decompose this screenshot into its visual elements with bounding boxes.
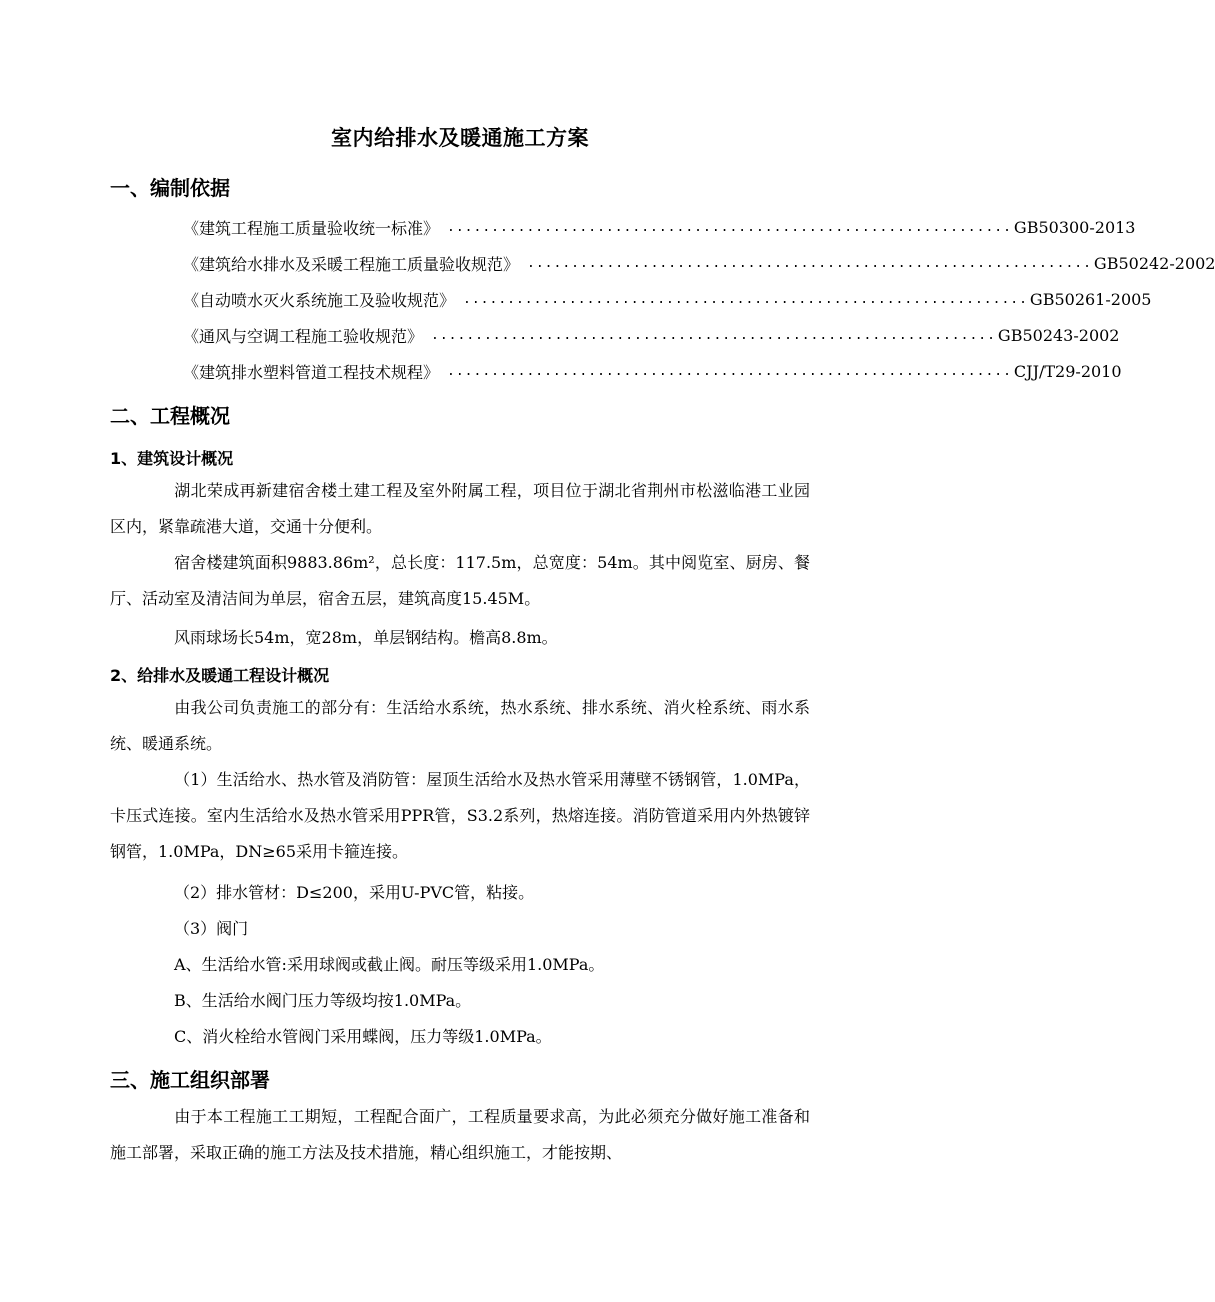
leader-dots: ................................................................ (447, 219, 1012, 235)
paragraph-court: 风雨球场长54m，宽28m，单层钢结构。檐高8.8m。 (174, 628, 558, 647)
subsection-heading-building: 1、建筑设计概况 (110, 449, 234, 468)
paragraph-text: 由我公司负责施工的部分有：生活给水系统，热水系统、排水系统、消火栓系统、雨水系统、暖通系统。 (110, 698, 810, 753)
paragraph-scope (110, 690, 810, 762)
leader-dots: ................................................................ (527, 255, 1092, 271)
paragraph-text: （1）生活给水、热水管及消防管：屋顶生活给水及热水管采用薄壁不锈钢管，1.0MPa，卡压式连接。室内生活给水及热水管采用PPR管，S3.2系列，热熔连接。消防管道采用内外热镀锌钢管，1.0MPa，DN≥65采用卡箍连接。 (110, 770, 810, 861)
paragraph-text: 湖北荣成再新建宿舍楼土建工程及室外附属工程，项目位于湖北省荆州市松滋临港工业园区内，紧靠疏港大道，交通十分便利。 (110, 481, 810, 536)
standard-name: 《自动喷水灭火系统施工及验收规范》 (183, 290, 456, 310)
standard-item (183, 215, 1136, 239)
paragraph-valve-a: A、生活给水管:采用球阀或截止阀。耐压等级采用1.0MPa。 (174, 955, 605, 974)
standard-code: GB50242-2002 (1093, 253, 1215, 273)
leader-dots: ................................................................ (447, 363, 1012, 379)
standard-item (183, 287, 1152, 311)
standard-item (183, 323, 1120, 347)
leader-dots: ................................................................ (463, 291, 1028, 307)
paragraph-valve-c: C、消火栓给水管阀门采用蝶阀，压力等级1.0MPa。 (174, 1027, 552, 1046)
section-heading-overview: 二、工程概况 (110, 404, 230, 428)
paragraph-drain-pipes: （2）排水管材：D≤200，采用U-PVC管，粘接。 (174, 883, 535, 902)
paragraph-project-location (110, 473, 810, 545)
leader-dots: ................................................................ (431, 327, 996, 343)
subsection-heading-plumbing: 2、给排水及暖通工程设计概况 (110, 666, 330, 685)
paragraph-text: 宿舍楼建筑面积9883.86m²，总长度：117.5m，总宽度：54m。其中阅览室、厨房、餐厅、活动室及清洁间为单层，宿舍五层，建筑高度15.45M。 (110, 553, 810, 608)
paragraph-organization (110, 1099, 810, 1171)
paragraph-water-pipes (110, 762, 810, 870)
standard-name: 《建筑排水塑料管道工程技术规程》 (183, 362, 440, 382)
standard-name: 《建筑工程施工质量验收统一标准》 (183, 218, 440, 238)
paragraph-valve-b: B、生活给水阀门压力等级均按1.0MPa。 (174, 991, 472, 1010)
standard-item (183, 251, 1215, 275)
standard-code: GB50243-2002 (997, 325, 1120, 345)
paragraph-building-area (110, 545, 810, 617)
standard-name: 《通风与空调工程施工验收规范》 (183, 326, 424, 346)
paragraph-text: 由于本工程施工工期短，工程配合面广，工程质量要求高，为此必须充分做好施工准备和施工部署，采取正确的施工方法及技术措施，精心组织施工，才能按期、 (110, 1107, 810, 1162)
section-heading-organization: 三、施工组织部署 (110, 1068, 270, 1092)
standard-item (183, 359, 1122, 383)
paragraph-valves: （3）阀门 (174, 919, 249, 938)
standard-name: 《建筑给水排水及采暖工程施工质量验收规范》 (183, 254, 520, 274)
standard-code: GB50300-2013 (1013, 217, 1136, 237)
section-heading-basis: 一、编制依据 (110, 176, 230, 200)
document-title: 室内给排水及暖通施工方案 (331, 126, 589, 150)
standard-code: GB50261-2005 (1029, 289, 1152, 309)
standard-code: CJJ/T29-2010 (1013, 361, 1122, 381)
